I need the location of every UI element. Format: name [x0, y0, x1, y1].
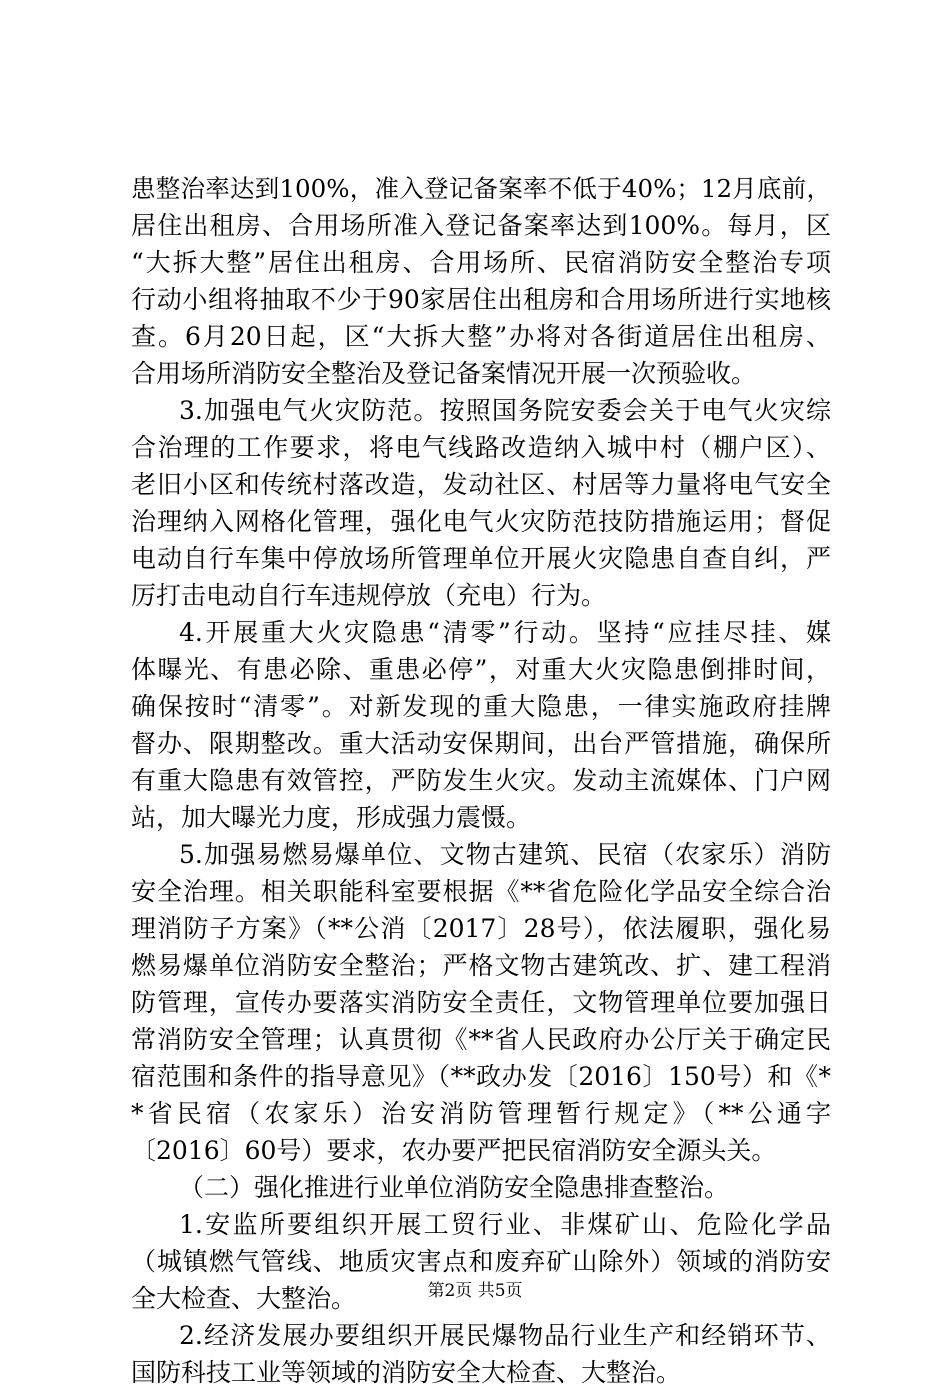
text-line: 居住出租房、合用场所准入登记备案率达到100%。每月，区	[131, 211, 831, 240]
text-line: 合治理的工作要求，将电气线路改造纳入城中村（棚户区）、	[131, 433, 831, 462]
text-line: 治理纳入网格化管理，强化电气火灾防范技防措施运用；督促	[131, 507, 831, 536]
text-line: “大拆大整”居住出租房、合用场所、民宿消防安全整治专项	[131, 248, 831, 277]
text-line: 电动自行车集中停放场所管理单位开展火灾隐患自查自纠，严	[131, 544, 831, 573]
text-line: 燃易爆单位消防安全整治；严格文物古建筑改、扩、建工程消	[131, 951, 831, 980]
text-line: 厉打击电动自行车违规停放（充电）行为。	[131, 581, 607, 610]
text-line: 患整治率达到100%，准入登记备案率不低于40%；12月底前，	[131, 174, 831, 203]
text-line: 体曝光、有患必除、重患必停”，对重大火灾隐患倒排时间，	[131, 655, 831, 684]
text-line: 1.安监所要组织开展工贸行业、非煤矿山、危险化学品	[179, 1210, 831, 1239]
text-line: 4.开展重大火灾隐患“清零”行动。坚持“应挂尽挂、媒	[179, 618, 831, 647]
text-line: 确保按时“清零”。对新发现的重大隐患，一律实施政府挂牌	[131, 692, 831, 721]
text-line: 常消防安全管理；认真贯彻《**省人民政府办公厅关于确定民	[131, 1025, 831, 1054]
text-line: 3.加强电气火灾防范。按照国务院安委会关于电气火灾综	[179, 396, 831, 425]
text-line: 〔2016〕60号）要求，农办要严把民宿消防安全源头关。	[131, 1136, 777, 1165]
text-line: 站，加大曝光力度，形成强力震慑。	[131, 803, 532, 832]
text-line: *省民宿（农家乐）治安消防管理暂行规定》（**公通字	[131, 1099, 831, 1128]
text-line: 安全治理。相关职能科室要根据《**省危险化学品安全综合治	[131, 877, 831, 906]
text-line: 督办、限期整改。重大活动安保期间，出台严管措施，确保所	[131, 729, 831, 758]
text-line: 2.经济发展办要组织开展民爆物品行业生产和经销环节、	[179, 1321, 831, 1350]
text-line: 有重大隐患有效管控，严防发生火灾。发动主流媒体、门户网	[131, 766, 831, 795]
text-line: 宿范围和条件的指导意见》（**政办发〔2016〕150号）和《*	[131, 1062, 831, 1091]
text-line: 国防科技工业等领域的消防安全大检查、大整治。	[131, 1358, 682, 1387]
document-body	[131, 170, 831, 1391]
text-line: 查。6月20日起，区“大拆大整”办将对各街道居住出租房、	[131, 322, 831, 351]
text-line: 5.加强易燃易爆单位、文物古建筑、民宿（农家乐）消防	[179, 840, 831, 869]
text-line: 合用场所消防安全整治及登记备案情况开展一次预验收。	[131, 359, 757, 388]
text-line: （城镇燃气管线、地质灾害点和废弃矿山除外）领域的消防安	[131, 1247, 831, 1276]
text-line: 行动小组将抽取不少于90家居住出租房和合用场所进行实地核	[131, 285, 831, 314]
text-line: 全大检查、大整治。	[131, 1284, 357, 1313]
text-line: 防管理，宣传办要落实消防安全责任，文物管理单位要加强日	[131, 988, 831, 1017]
text-line: 老旧小区和传统村落改造，发动社区、村居等力量将电气安全	[131, 470, 831, 499]
text-line: （二）强化推进行业单位消防安全隐患排查整治。	[179, 1173, 730, 1202]
text-line: 理消防子方案》（**公消〔2017〕28号），依法履职，强化易	[131, 914, 831, 943]
page-footer: 第2页 共5页	[427, 1281, 523, 1301]
